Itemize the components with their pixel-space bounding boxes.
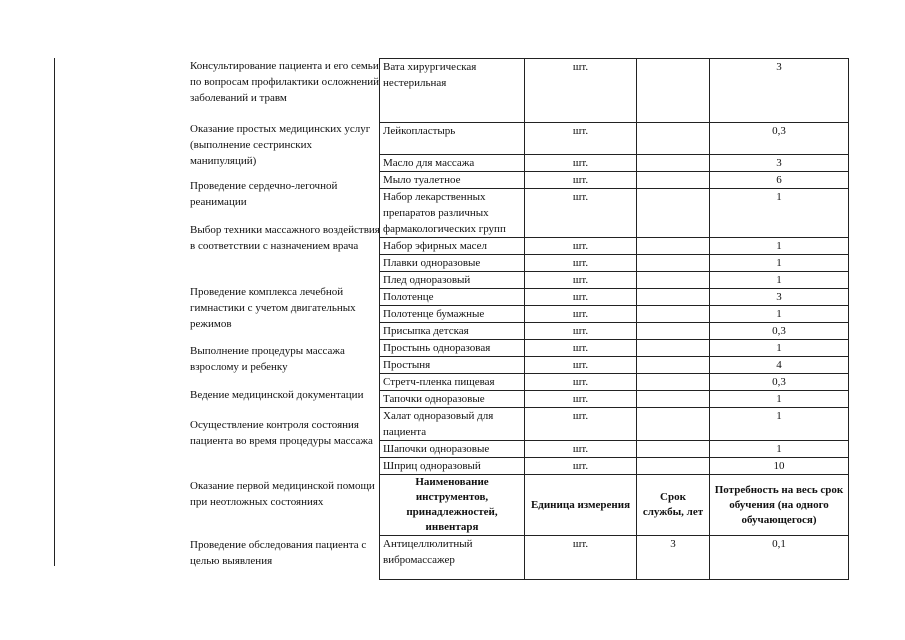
table-row [380, 155, 849, 172]
cell-name: Присыпка детская [380, 323, 525, 340]
table-row [380, 391, 849, 408]
cell-need: 1 [710, 238, 849, 255]
cell-need: 0,3 [710, 374, 849, 391]
cell-need: 0,3 [710, 123, 849, 155]
cell-unit: шт. [525, 458, 637, 475]
cell-unit: шт. [525, 408, 637, 441]
cell-unit: шт. [525, 255, 637, 272]
cell-unit: шт. [525, 374, 637, 391]
cell-need: 3 [710, 155, 849, 172]
cell-need: 0,1 [710, 536, 849, 580]
cell-name: Вата хирургическая нестерильная [380, 59, 525, 123]
competency-item: Проведение обследования пациента с целью выявления [190, 539, 367, 567]
table-row [380, 340, 849, 357]
cell-life [637, 458, 710, 475]
cell-unit: шт. [525, 272, 637, 289]
cell-name: Шприц одноразовый [380, 458, 525, 475]
cell-unit: шт. [525, 357, 637, 374]
table-header-row [380, 475, 849, 536]
header-name: Наименование инструментов, принадлежностей, инвентаря [380, 475, 525, 536]
cell-need: 1 [710, 441, 849, 458]
competency-item: Ведение медицинской документации [190, 389, 364, 401]
cell-unit: шт. [525, 306, 637, 323]
cell-unit: шт. [525, 123, 637, 155]
cell-name: Тапочки одноразовые [380, 391, 525, 408]
table-row [380, 272, 849, 289]
table-row [380, 458, 849, 475]
cell-need: 0,3 [710, 323, 849, 340]
cell-name: Набор эфирных масел [380, 238, 525, 255]
cell-need: 1 [710, 340, 849, 357]
cell-name: Плавки одноразовые [380, 255, 525, 272]
header-unit: Единица измерения [525, 475, 637, 536]
competency-item: Осуществление контроля состояния пациента во время процедуры массажа [190, 419, 373, 447]
cell-unit: шт. [525, 238, 637, 255]
cell-life [637, 59, 710, 123]
cell-unit: шт. [525, 59, 637, 123]
header-life: Срок службы, лет [637, 475, 710, 536]
cell-need: 1 [710, 391, 849, 408]
table-row [380, 123, 849, 155]
cell-life [637, 357, 710, 374]
cell-unit: шт. [525, 340, 637, 357]
cell-need: 1 [710, 189, 849, 238]
cell-life [637, 408, 710, 441]
cell-unit: шт. [525, 289, 637, 306]
cell-name: Простыня [380, 357, 525, 374]
cell-need: 6 [710, 172, 849, 189]
cell-unit: шт. [525, 391, 637, 408]
competency-item: Оказание простых медицинских услуг (выполнение сестринских манипуляций) [190, 123, 371, 167]
cell-name: Набор лекарственных препаратов различных фармакологических групп [380, 189, 525, 238]
cell-life [637, 374, 710, 391]
table-row [380, 189, 849, 238]
cell-life [637, 306, 710, 323]
equipment-table [379, 58, 849, 580]
cell-name: Масло для массажа [380, 155, 525, 172]
cell-need: 1 [710, 408, 849, 441]
table-row [380, 238, 849, 255]
cell-need: 1 [710, 306, 849, 323]
competency-item: Выполнение процедуры массажа взрослому и ребенку [190, 345, 345, 373]
cell-name: Плед одноразовый [380, 272, 525, 289]
table-row [380, 408, 849, 441]
cell-life [637, 323, 710, 340]
table-row [380, 289, 849, 306]
competency-item: Оказание первой медицинской помощи при неотложных состояниях [190, 480, 375, 508]
cell-name: Мыло туалетное [380, 172, 525, 189]
cell-life [637, 340, 710, 357]
cell-need: 1 [710, 272, 849, 289]
cell-life [637, 189, 710, 238]
cell-life [637, 391, 710, 408]
competencies-column [0, 0, 380, 640]
cell-life [637, 172, 710, 189]
cell-unit: шт. [525, 155, 637, 172]
cell-unit: шт. [525, 172, 637, 189]
table-row [380, 441, 849, 458]
competency-item: Выбор техники массажного воздействия в соответствии с назначением врача [190, 224, 380, 252]
cell-name: Полотенце [380, 289, 525, 306]
cell-name: Простынь одноразовая [380, 340, 525, 357]
cell-need: 4 [710, 357, 849, 374]
table-row [380, 306, 849, 323]
cell-name: Халат одноразовый для пациента [380, 408, 525, 441]
cell-name: Полотенце бумажные [380, 306, 525, 323]
competency-item: Консультирование пациента и его семьи по вопросам профилактики осложнений заболеваний и травм [190, 60, 380, 104]
cell-life [637, 123, 710, 155]
cell-life [637, 272, 710, 289]
cell-name: Лейкопластырь [380, 123, 525, 155]
cell-name: Антицеллюлитный вибромассажер [380, 536, 525, 580]
cell-name: Шапочки одноразовые [380, 441, 525, 458]
cell-life [637, 441, 710, 458]
cell-unit: шт. [525, 189, 637, 238]
cell-name: Стретч-пленка пищевая [380, 374, 525, 391]
cell-life [637, 238, 710, 255]
table-row [380, 536, 849, 580]
table-row [380, 255, 849, 272]
cell-need: 3 [710, 289, 849, 306]
table-body-bottom [380, 536, 849, 580]
header-need: Потребность на весь срок обучения (на одного обучающегося) [710, 475, 849, 536]
cell-unit: шт. [525, 536, 637, 580]
competency-item: Проведение комплекса лечебной гимнастики с учетом двигательных режимов [190, 286, 356, 330]
table-row [380, 323, 849, 340]
table-row [380, 59, 849, 123]
table-row [380, 357, 849, 374]
cell-need: 1 [710, 255, 849, 272]
cell-need: 10 [710, 458, 849, 475]
cell-unit: шт. [525, 441, 637, 458]
cell-life [637, 255, 710, 272]
competency-item: Проведение сердечно-легочной реанимации [190, 180, 338, 208]
cell-life [637, 155, 710, 172]
table-row [380, 374, 849, 391]
table-body-top [380, 59, 849, 475]
cell-unit: шт. [525, 323, 637, 340]
cell-life [637, 289, 710, 306]
cell-need: 3 [710, 59, 849, 123]
table-row [380, 172, 849, 189]
cell-life: 3 [637, 536, 710, 580]
table-header-section [380, 475, 849, 536]
